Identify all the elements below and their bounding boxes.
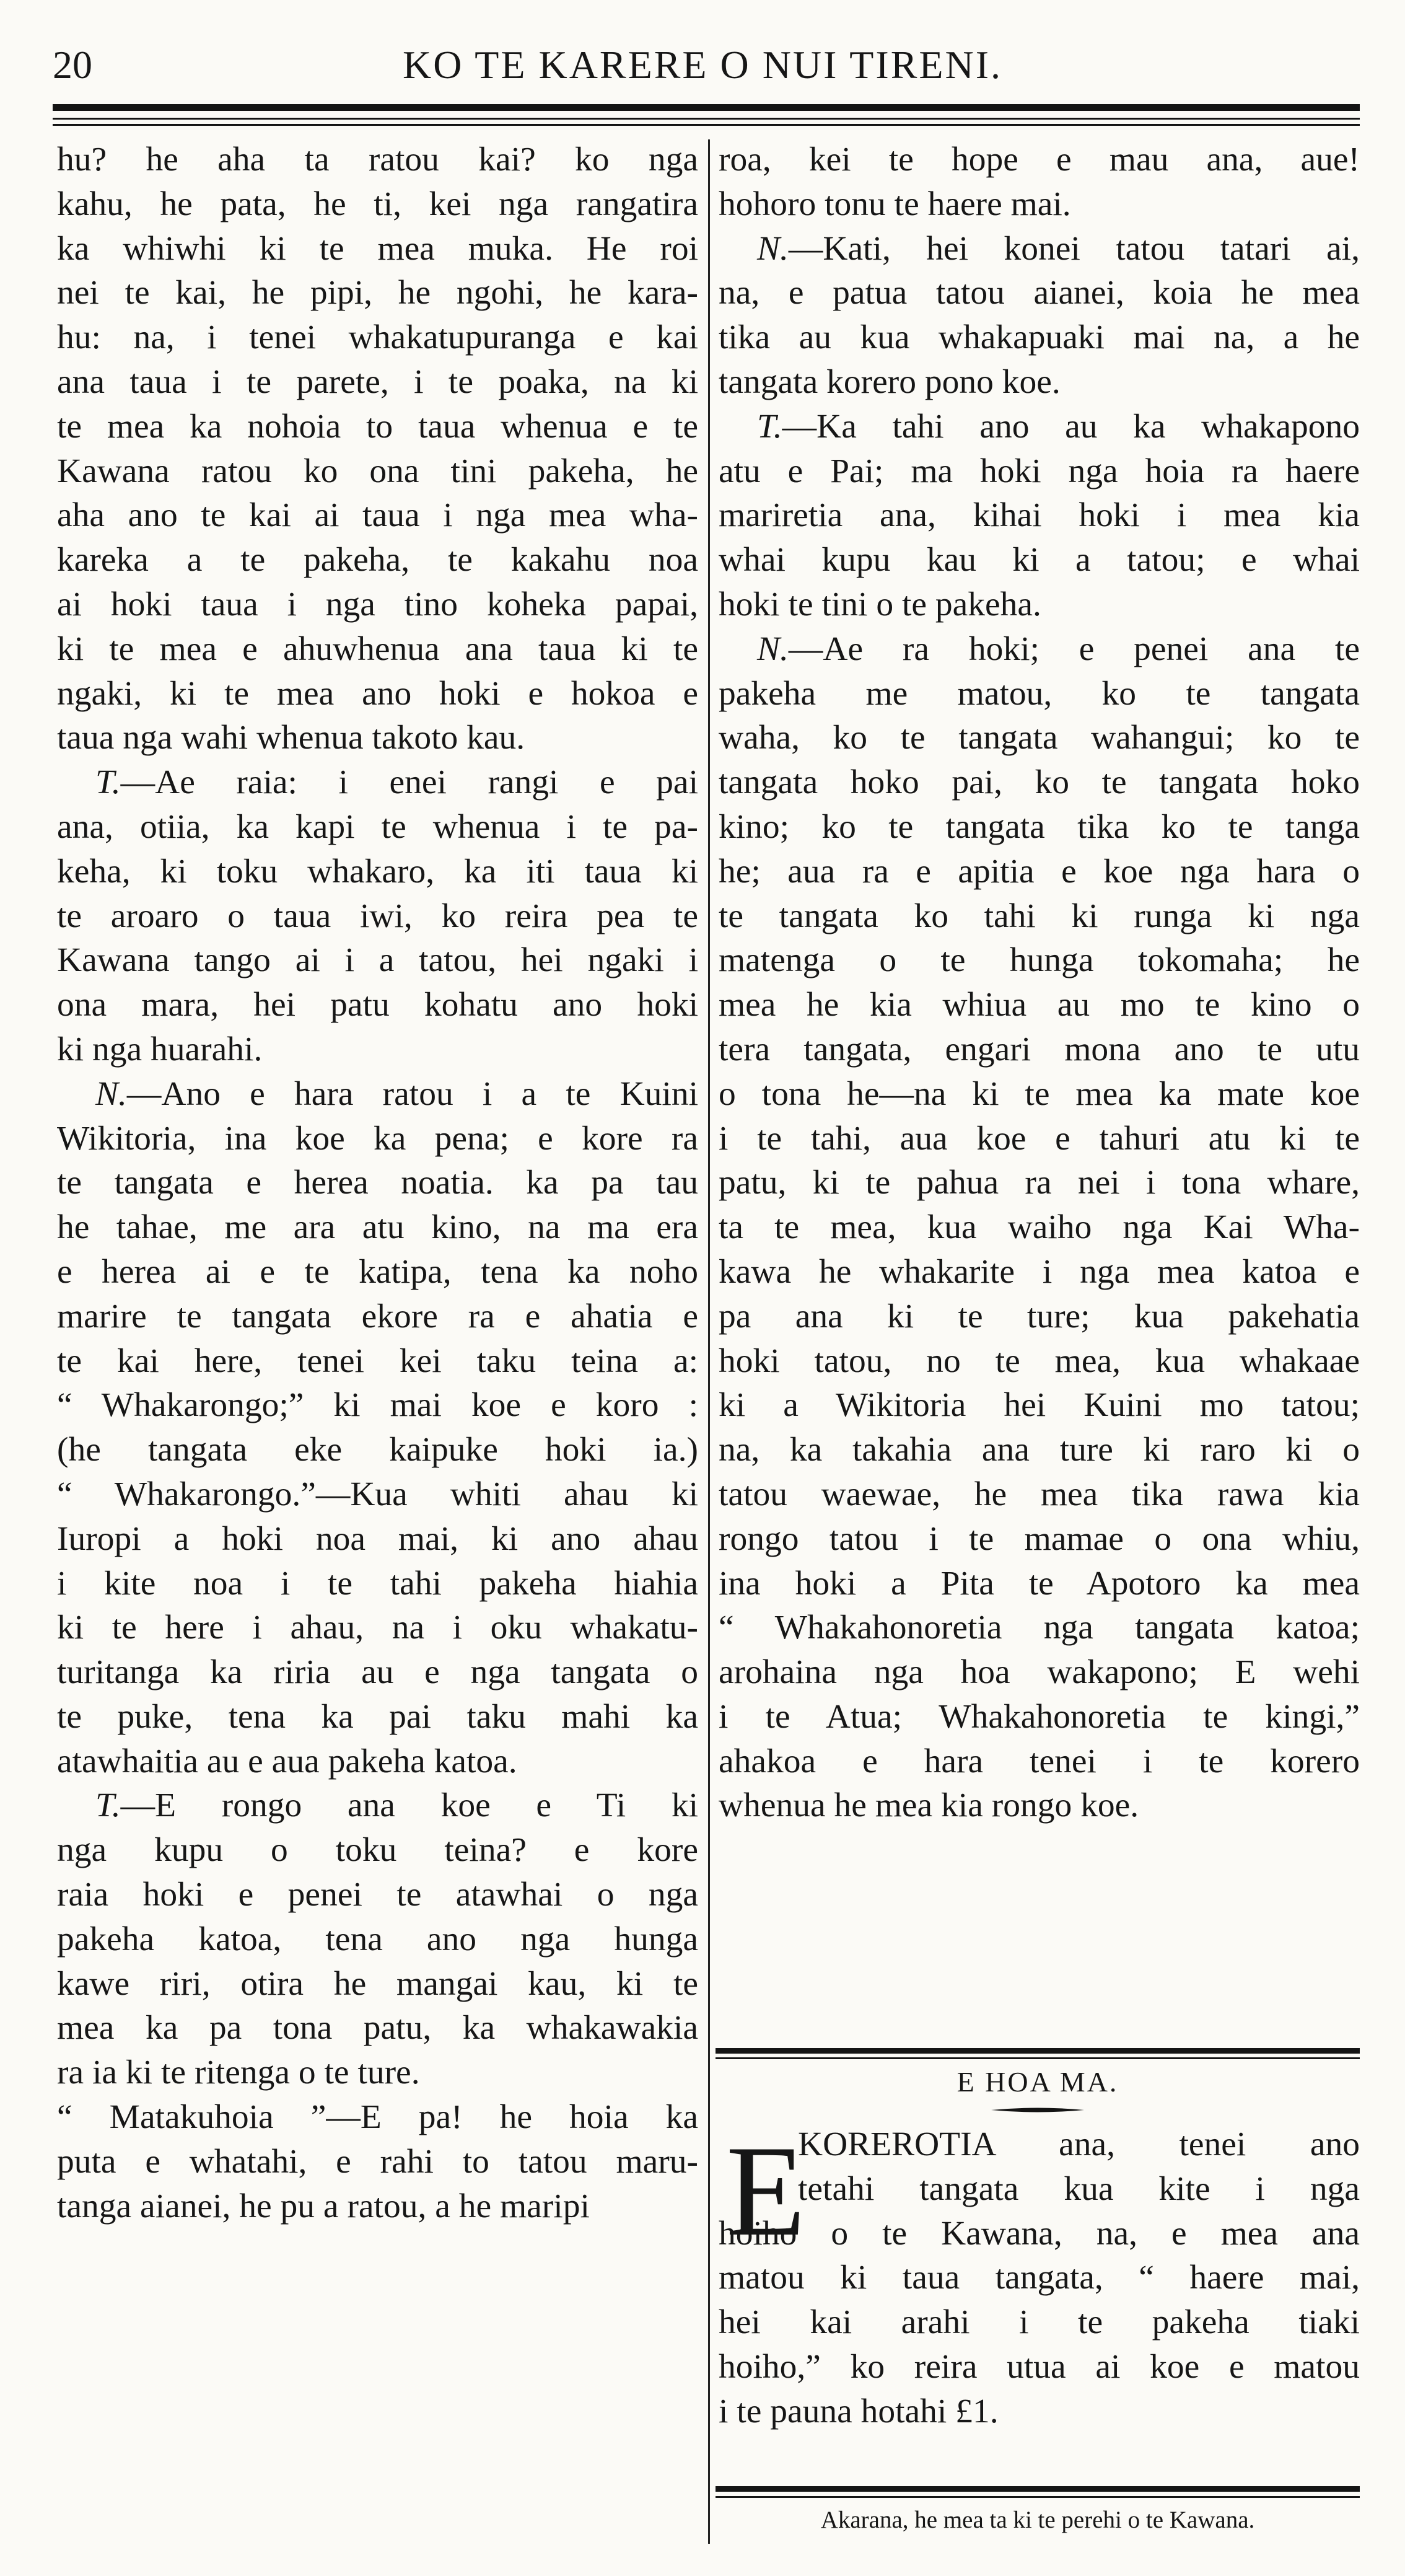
text-line: puta e whatahi, e rahi to tatou maru- bbox=[57, 2142, 698, 2181]
text-line: na, e patua tatou aianei, koia he mea bbox=[719, 274, 1360, 312]
text-line: tanga aianei, he pu a ratou, a he maripi bbox=[57, 2187, 590, 2225]
text-line: hu? he aha ta ratou kai? ko nga bbox=[57, 141, 698, 178]
drop-cap: E bbox=[726, 2119, 806, 2263]
text-line: “ Whakarongo.”—Kua whiti ahau ki bbox=[57, 1475, 698, 1513]
text-line: he; aua ra e apitia e koe nga hara o bbox=[719, 852, 1360, 890]
text-line: pakeha me matou, ko te tangata bbox=[719, 674, 1360, 713]
text-line: “ Whakahonoretia nga tangata katoa; bbox=[719, 1609, 1360, 1647]
text-line: hoki tatou, no te mea, kua whakaae bbox=[719, 1342, 1360, 1380]
text-line: N.—Ae ra hoki; e penei ana te bbox=[757, 630, 1360, 668]
text-line: i kite noa i te tahi pakeha hiahia bbox=[57, 1564, 698, 1602]
right-column bbox=[719, 138, 1360, 1828]
notice-line: KOREROTIA ana, tenei ano bbox=[798, 2125, 1360, 2163]
text-line: tika au kua whakapuaki mai na, a he bbox=[719, 319, 1360, 357]
printer-imprint: Akarana, he mea ta ki te perehi o te Kawana. bbox=[820, 2507, 1255, 2533]
speaker-initial: T. bbox=[95, 763, 121, 802]
speaker-initial: N. bbox=[757, 630, 789, 668]
text-line: marire te tangata ekore ra e ahatia e bbox=[57, 1297, 698, 1335]
imprint-rule-thin bbox=[716, 2496, 1360, 2498]
text-line: “ Whakarongo;” ki mai koe e koro : bbox=[57, 1386, 698, 1425]
text-line: rongo tatou i te mamae o ona whiu, bbox=[719, 1519, 1360, 1558]
text-line: kahu, he pata, he ti, kei nga rangatira bbox=[57, 185, 698, 223]
text-line: kino; ko te tangata tika ko te tanga bbox=[719, 807, 1360, 846]
text-line: ai hoki taua i nga tino koheka papai, bbox=[57, 585, 698, 623]
text-line: whenua he mea kia rongo koe. bbox=[719, 1787, 1139, 1825]
left-column bbox=[57, 138, 698, 2228]
text-line: tera tangata, engari mona ano te utu bbox=[719, 1030, 1360, 1068]
speaker-initial: N. bbox=[757, 229, 789, 268]
text-line: “ Matakuhoia ”—E pa! he hoia ka bbox=[57, 2098, 698, 2137]
text-line: ki nga huarahi. bbox=[57, 1030, 263, 1068]
text-line: Kawana ratou ko ona tini pakeha, he bbox=[57, 452, 698, 490]
header-rule-thin bbox=[53, 118, 1360, 120]
text-line: N.—Ano e hara ratou i a te Kuini bbox=[95, 1075, 698, 1113]
text-line: pakeha katoa, tena ano nga hunga bbox=[57, 1920, 698, 1958]
text-line: arohaina nga hoa wakapono; E wehi bbox=[719, 1653, 1360, 1692]
text-line: te puke, tena ka pai taku mahi ka bbox=[57, 1697, 698, 1736]
text-line: ki te here i ahau, na i oku whakatu- bbox=[57, 1609, 698, 1647]
speaker-initial: N. bbox=[95, 1075, 127, 1113]
text-line: ta te mea, kua waiho nga Kai Wha- bbox=[719, 1208, 1360, 1247]
notice-body bbox=[719, 2119, 1360, 2434]
text-line: Wikitoria, ina koe ka pena; e kore ra bbox=[57, 1119, 698, 1158]
text-line: te tangata e herea noatia. ka pa tau bbox=[57, 1164, 698, 1202]
notice-line: hei kai arahi i te pakeha tiaki bbox=[719, 2303, 1360, 2342]
notice-line: hoiho,” ko reira utua ai koe e matou bbox=[719, 2347, 1360, 2386]
text-line: T.—E rongo ana koe e Ti ki bbox=[95, 1787, 698, 1825]
section-rule-thick bbox=[716, 2048, 1360, 2054]
text-line: ka whiwhi ki te mea muka. He roi bbox=[57, 229, 698, 268]
text-line: kareka a te pakeha, te kakahu noa bbox=[57, 541, 698, 579]
text-line: patu, ki te pahua ra nei i tona whare, bbox=[719, 1164, 1360, 1202]
text-line: hu: na, i tenei whakatupuranga e kai bbox=[57, 319, 698, 357]
text-line: matenga o te hunga tokomaha; he bbox=[719, 941, 1360, 980]
notice-line: i te pauna hotahi £1. bbox=[719, 2392, 999, 2430]
text-line: T.—Ka tahi ano au ka whakapono bbox=[757, 407, 1360, 446]
text-line: nga kupu o toku teina? e kore bbox=[57, 1831, 698, 1870]
running-title: KO TE KARERE O NUI TIRENI. bbox=[403, 43, 1002, 87]
text-line: o tona he—na ki te mea ka mate koe bbox=[719, 1075, 1360, 1113]
column-divider bbox=[708, 139, 710, 2544]
text-line: waha, ko te tangata wahangui; ko te bbox=[719, 719, 1360, 757]
text-line: kawa he whakarite i nga mea katoa e bbox=[719, 1252, 1360, 1291]
text-line: i te tahi, aua koe e tahuri atu ki te bbox=[719, 1119, 1360, 1158]
text-line: te mea ka nohoia to taua whenua e te bbox=[57, 407, 698, 446]
text-line: whai kupu kau ki a tatou; e whai bbox=[719, 541, 1360, 579]
text-line: kawe riri, otira he mangai kau, ki te bbox=[57, 1964, 698, 2003]
text-line: roa, kei te hope e mau ana, aue! bbox=[719, 141, 1360, 178]
text-line: ana, otiia, ka kapi te whenua i te pa- bbox=[57, 807, 698, 846]
text-line: te kai here, tenei kei taku teina a: bbox=[57, 1342, 698, 1380]
text-line: raia hoki e penei te atawhai o nga bbox=[57, 1876, 698, 1914]
text-line: tangata korero pono koe. bbox=[719, 363, 1061, 401]
text-line: (he tangata eke kaipuke hoki ia.) bbox=[57, 1431, 698, 1469]
header-rule-thin-lower bbox=[53, 124, 1360, 126]
text-line: ki te mea e ahuwhenua ana taua ki te bbox=[57, 630, 698, 668]
text-line: mea he kia whiua au mo te kino o bbox=[719, 986, 1360, 1024]
text-line: atawhaitia au e aua pakeha katoa. bbox=[57, 1742, 517, 1780]
speaker-initial: T. bbox=[757, 407, 782, 446]
text-line: ona mara, hei patu kohatu ano hoki bbox=[57, 986, 698, 1024]
text-line: ana taua i te parete, i te poaka, na ki bbox=[57, 363, 698, 401]
text-line: turitanga ka riria au e nga tangata o bbox=[57, 1653, 698, 1692]
text-line: ahakoa e hara tenei i te korero bbox=[719, 1742, 1360, 1780]
text-line: hoki te tini o te pakeha. bbox=[719, 585, 1041, 623]
text-line: ngaki, ki te mea ano hoki e hokoa e bbox=[57, 674, 698, 713]
text-line: ki a Wikitoria hei Kuini mo tatou; bbox=[719, 1386, 1360, 1425]
text-line: te aroaro o taua iwi, ko reira pea te bbox=[57, 897, 698, 935]
text-line: aha ano te kai ai taua i nga mea wha- bbox=[57, 496, 698, 535]
header-rule-thick bbox=[53, 104, 1360, 111]
text-line: nei te kai, he pipi, he ngohi, he kara- bbox=[57, 274, 698, 312]
text-line: mea ka pa tona patu, ka whakawakia bbox=[57, 2009, 698, 2047]
imprint-rule-thick bbox=[716, 2486, 1360, 2492]
text-line: T.—Ae raia: i enei rangi e pai bbox=[95, 763, 698, 802]
notice-heading: E HOA MA. bbox=[956, 2066, 1119, 2098]
text-line: taua nga wahi whenua takoto kau. bbox=[57, 719, 525, 757]
text-line: tangata hoko pai, ko te tangata hoko bbox=[719, 763, 1360, 802]
text-line: Kawana tango ai i a tatou, hei ngaki i bbox=[57, 941, 698, 980]
text-line: atu e Pai; ma hoki nga hoia ra haere bbox=[719, 452, 1360, 490]
text-line: he tahae, me ara atu kino, na ma era bbox=[57, 1208, 698, 1247]
ornament-flourish-icon bbox=[991, 2106, 1084, 2114]
text-line: tatou waewae, he mea tika rawa kia bbox=[719, 1475, 1360, 1513]
text-line: hohoro tonu te haere mai. bbox=[719, 185, 1071, 223]
speaker-initial: T. bbox=[95, 1787, 121, 1825]
text-line: na, ka takahia ana ture ki raro ki o bbox=[719, 1431, 1360, 1469]
section-rule-thin bbox=[716, 2057, 1360, 2059]
text-line: N.—Kati, hei konei tatou tatari ai, bbox=[757, 229, 1360, 268]
notice-line: tetahi tangata kua kite i nga bbox=[798, 2169, 1360, 2208]
text-line: Iuropi a hoki noa mai, ki ano ahau bbox=[57, 1519, 698, 1558]
text-line: te tangata ko tahi ki runga ki nga bbox=[719, 897, 1360, 935]
notice-line: matou ki taua tangata, “ haere mai, bbox=[719, 2259, 1360, 2297]
text-line: e herea ai e te katipa, tena ka noho bbox=[57, 1252, 698, 1291]
text-line: pa ana ki te ture; kua pakehatia bbox=[719, 1297, 1360, 1335]
text-line: ra ia ki te ritenga o te ture. bbox=[57, 2054, 420, 2092]
text-line: ina hoki a Pita te Apotoro ka mea bbox=[719, 1564, 1360, 1602]
notice-line: hoiho o te Kawana, na, e mea ana bbox=[719, 2214, 1360, 2253]
text-line: mariretia ana, kihai hoki i mea kia bbox=[719, 496, 1360, 535]
text-line: keha, ki toku whakaro, ka iti taua ki bbox=[57, 852, 698, 890]
page-header bbox=[0, 34, 1405, 93]
text-line: i te Atua; Whakahonoretia te kingi,” bbox=[719, 1697, 1360, 1736]
page-number: 20 bbox=[53, 43, 92, 87]
